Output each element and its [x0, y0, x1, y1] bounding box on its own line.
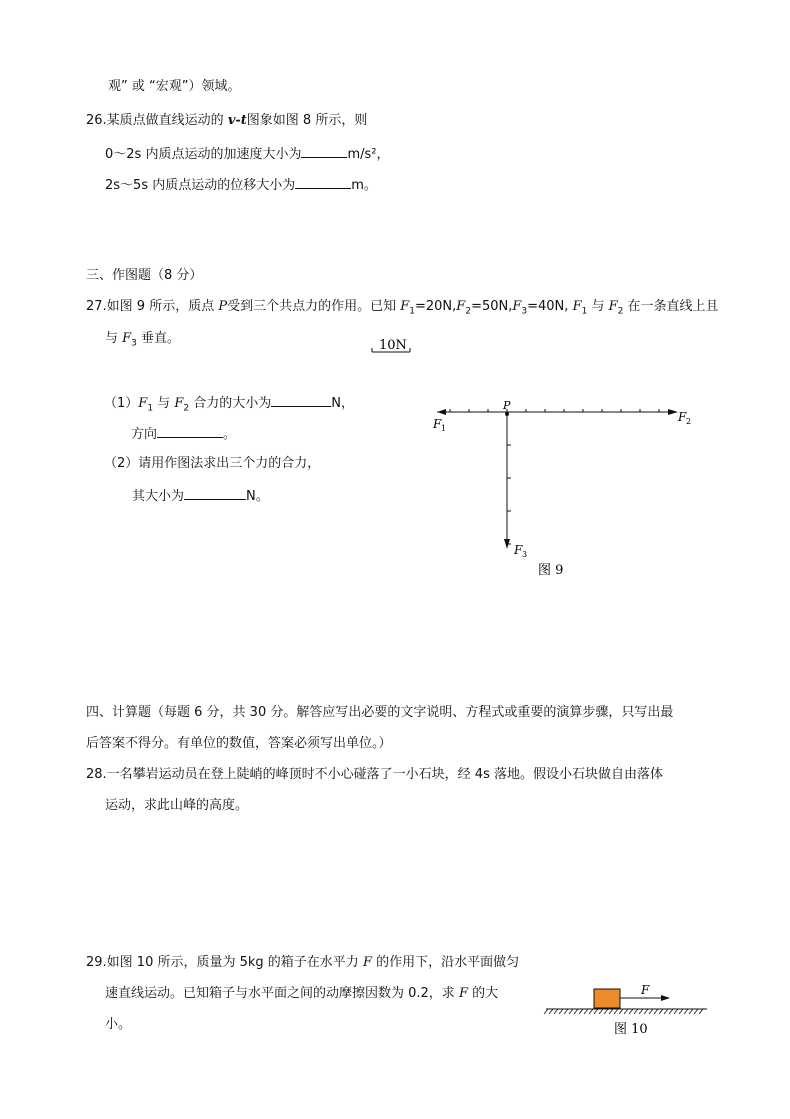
ground-hatch — [604, 1009, 608, 1014]
ground-hatch — [689, 1009, 693, 1014]
label-p: P — [503, 399, 511, 412]
ground-hatch — [679, 1009, 683, 1014]
figure-9-caption: 图 9 — [538, 563, 564, 578]
ground-hatch — [699, 1009, 703, 1014]
ground-hatch — [589, 1009, 593, 1014]
question-27-part-1-direction: 方向 。 — [131, 424, 236, 444]
question-29-stem-cont: 速直线运动。已知箱子与水平面之间的动摩擦因数为 0.2，求 F 的大 — [105, 986, 499, 1001]
label-force-f: F — [641, 983, 650, 997]
ground-hatch — [659, 1009, 663, 1014]
point-p — [505, 412, 509, 416]
ground-hatch — [654, 1009, 658, 1014]
ground-hatch — [594, 1009, 598, 1014]
label-f3: F — [514, 543, 523, 557]
label-f1: F — [433, 417, 442, 431]
question-28-stem-cont: 运动，求此山峰的高度。 — [105, 798, 249, 813]
label-f2: F — [678, 410, 687, 424]
question-27-stem: 27.如图 9 所示，质点 P受到三个共点力的作用。已知 $F_1=20N,F_2=50N,F_3=40N$, $F_1$ 与 $F_2$ 在一条直线上且 — [86, 299, 719, 317]
scale-bar — [372, 338, 410, 353]
horizontal-force-line — [437, 409, 676, 412]
force-f-arrowhead — [661, 995, 670, 1001]
ground-hatch — [624, 1009, 628, 1014]
ground-hatch — [559, 1009, 563, 1014]
question-26-part-1: 0～2s 内质点运动的加速度大小为 m/s²， — [105, 144, 389, 164]
ground-hatch — [639, 1009, 643, 1014]
ground-hatch — [569, 1009, 573, 1014]
f2-arrowhead — [668, 409, 678, 415]
ground-hatch — [664, 1009, 668, 1014]
answer-blank-direction[interactable] — [157, 424, 223, 438]
scale-bar-label: 10N — [379, 338, 407, 353]
answer-blank-displacement[interactable] — [295, 175, 351, 189]
section-3-heading: 三、作图题（8 分） — [86, 268, 203, 283]
question-27-stem-cont: 与 $F_3$ 垂直。 — [105, 331, 181, 349]
f1-arrowhead — [437, 409, 446, 415]
ground-hatch — [694, 1009, 698, 1014]
vertical-force-line — [507, 412, 511, 545]
question-27-part-2-answer: 其大小为 N。 — [132, 486, 269, 506]
figure-10-caption: 图 10 — [614, 1022, 648, 1037]
ground-hatch — [644, 1009, 648, 1014]
label-f3-sub: 3 — [522, 550, 528, 559]
ground-hatch — [634, 1009, 638, 1014]
section-4-heading-cont: 后答案不得分。有单位的数值，答案必须写出单位。） — [86, 736, 392, 751]
ground-hatch — [564, 1009, 568, 1014]
ground-hatch — [684, 1009, 688, 1014]
f3-arrowhead — [504, 539, 510, 549]
ground-hatch — [584, 1009, 588, 1014]
answer-blank-total-resultant[interactable] — [184, 486, 246, 500]
question-27-part-1: $(1)F_1$ 与 $F_2$ 合力的大小为 N， — [104, 393, 354, 418]
ground-hatch — [649, 1009, 653, 1014]
label-f2-sub: 2 — [686, 417, 692, 426]
answer-blank-resultant-f1-f2[interactable] — [271, 393, 331, 407]
question-27-part-2: （2）请用作图法求出三个力的合力， — [104, 456, 321, 471]
section-4-heading: 四、计算题（每题 6 分，共 30 分。解答应写出必要的文字说明、方程式或重要的演算步骤，只写出最 — [86, 705, 674, 720]
question-28-stem: 28.一名攀岩运动员在登上陡峭的峰顶时不小心碰落了一小石块，经 4s 落地。假设小石块做自由落体 — [86, 767, 663, 782]
ground-hatch — [579, 1009, 583, 1014]
ground-hatch — [619, 1009, 623, 1014]
question-29-stem: 29.如图 10 所示，质量为 5kg 的箱子在水平力 F 的作用下，沿水平面做匀 — [86, 955, 520, 970]
ground-hatch — [554, 1009, 558, 1014]
ground-hatch — [614, 1009, 618, 1014]
ground-hatch — [574, 1009, 578, 1014]
ground-hatch — [544, 1009, 548, 1014]
ground-hatch — [609, 1009, 613, 1014]
ground-hatch — [599, 1009, 603, 1014]
box — [594, 989, 620, 1008]
ground-hatch — [629, 1009, 633, 1014]
continuation-line: 观” 或 “宏观”）领域。 — [108, 79, 241, 94]
label-f1-sub: 1 — [441, 424, 447, 433]
answer-blank-acceleration[interactable] — [301, 144, 347, 158]
question-29-stem-end: 小。 — [105, 1017, 132, 1032]
ground-hatch — [549, 1009, 553, 1014]
ground-hatch — [674, 1009, 678, 1014]
question-26-part-2: 2s～5s 内质点运动的位移大小为 m。 — [105, 175, 377, 195]
question-26-stem: 26.某质点做直线运动的 v-t图象如图 8 所示，则 — [86, 113, 368, 128]
figure-10-box-diagram — [544, 983, 707, 1037]
ground-hatch — [669, 1009, 673, 1014]
